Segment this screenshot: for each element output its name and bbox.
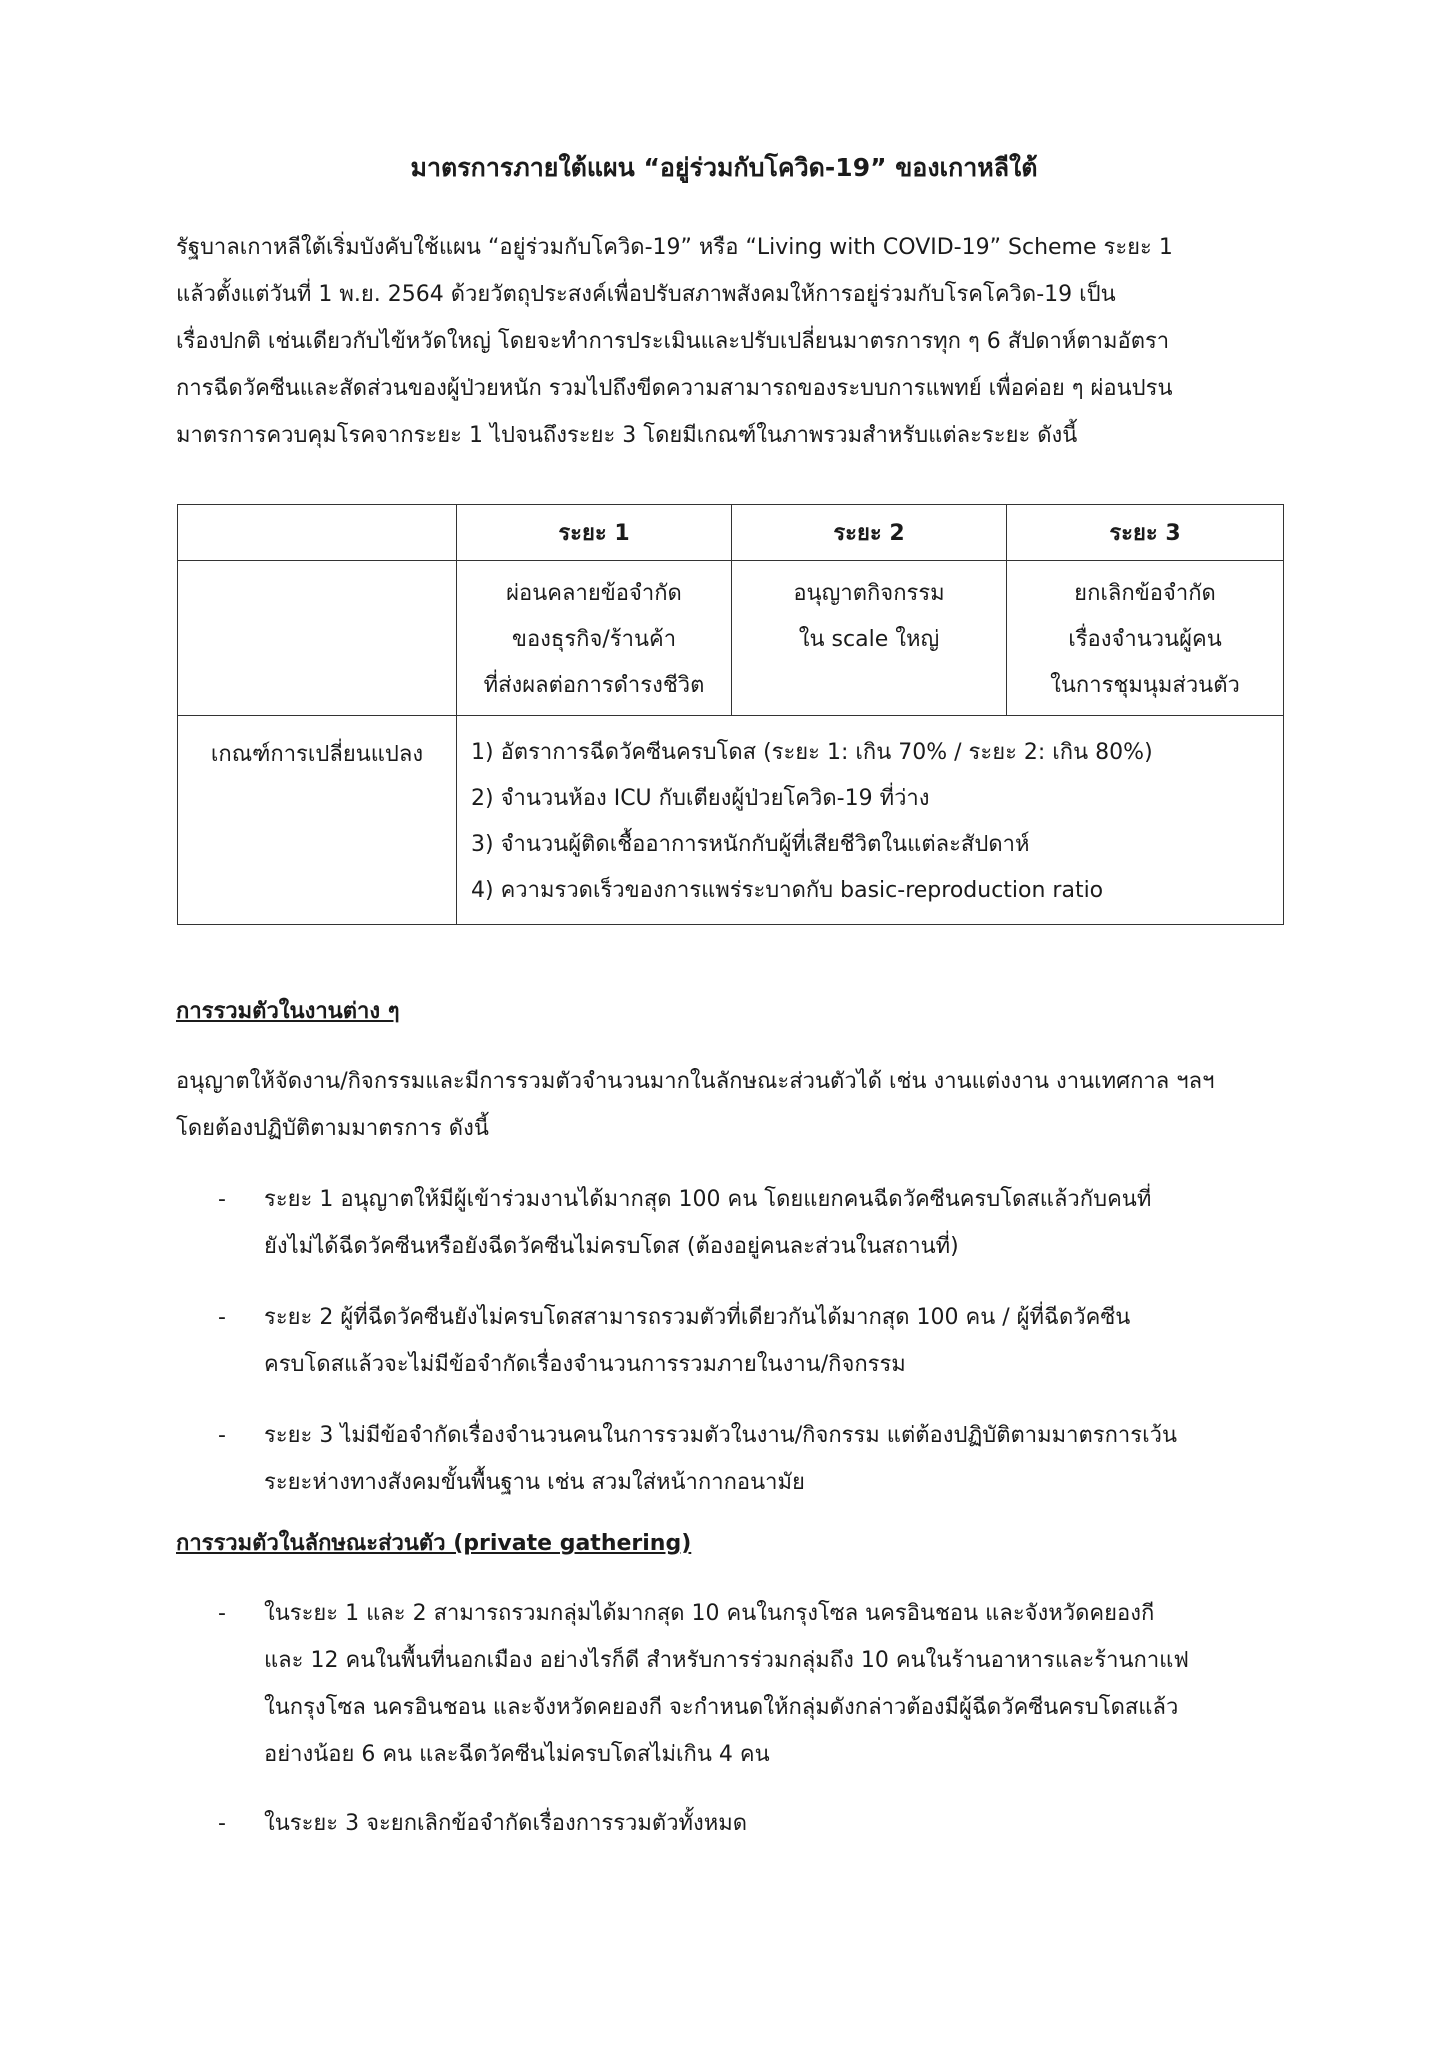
table-header-empty xyxy=(178,505,457,561)
list-item-line: ระยะ 2 ผู้ที่ฉีดวัคซีนยังไม่ครบโดสสามารถรวมตัวที่เดียวกันได้มากสุด 100 คน / ผู้ที่ฉีดวัคซีน xyxy=(264,1305,1131,1330)
phase-1-description xyxy=(457,561,732,716)
intro-line: การฉีดวัคซีนและสัดส่วนของผู้ป่วยหนัก รวมไปถึงขีดความสามารถของระบบการแพทย์ เพื่อค่อย ๆ ผ่อนปรน xyxy=(176,376,1173,401)
paragraph-line: โดยต้องปฏิบัติตามมาตรการ ดังนี้ xyxy=(176,1116,489,1141)
criteria-list xyxy=(457,716,1284,925)
bullet-dash: - xyxy=(218,1601,226,1626)
list-item-line: อย่างน้อย 6 คน และฉีดวัคซีนไม่ครบโดสไม่เกิน 4 คน xyxy=(264,1742,770,1767)
table-header-row xyxy=(178,505,1284,561)
intro-line: มาตรการควบคุมโรคจากระยะ 1 ไปจนถึงระยะ 3 โดยมีเกณฑ์ในภาพรวมสำหรับแต่ละระยะ ดังนี้ xyxy=(176,423,1078,448)
bullet-dash: - xyxy=(218,1423,226,1448)
list-item-line: ระยะห่างทางสังคมขั้นพื้นฐาน เช่น สวมใส่หน้ากากอนามัย xyxy=(264,1470,805,1495)
list-item xyxy=(176,1590,1296,1778)
criteria-label: เกณฑ์การเปลี่ยนแปลง xyxy=(178,716,457,925)
description-line: ของธุรกิจ/ร้านค้า xyxy=(511,627,677,652)
intro-paragraph xyxy=(176,224,1296,459)
list-item-line: ครบโดสแล้วจะไม่มีข้อจำกัดเรื่องจำนวนการรวมภายในงาน/กิจกรรม xyxy=(264,1352,906,1377)
criteria-item: 2) จำนวนห้อง ICU กับเตียงผู้ป่วยโควิด-19 ที่ว่าง xyxy=(471,786,930,811)
list-item-line: ในกรุงโซล นครอินชอน และจังหวัดคยองกี จะกำหนดให้กลุ่มดังกล่าวต้องมีผู้ฉีดวัคซีนครบโดสแล้ว xyxy=(264,1695,1179,1720)
phase-2-description xyxy=(732,561,1007,716)
table-header-phase-2: ระยะ 2 xyxy=(732,505,1007,561)
intro-line: แล้วตั้งแต่วันที่ 1 พ.ย. 2564 ด้วยวัตถุประสงค์เพื่อปรับสภาพสังคมให้การอยู่ร่วมกับโรคโควิด-19 เป็น xyxy=(176,282,1116,307)
table-header-phase-3: ระยะ 3 xyxy=(1007,505,1284,561)
page-title: มาตรการภายใต้แผน “อยู่ร่วมกับโควิด-19” ของเกาหลีใต้ xyxy=(410,153,1038,182)
intro-line: รัฐบาลเกาหลีใต้เริ่มบังคับใช้แผน “อยู่ร่วมกับโควิด-19” หรือ “Living with COVID-19” Scheme ระยะ 1 xyxy=(176,235,1173,260)
description-line: ที่ส่งผลต่อการดำรงชีวิต xyxy=(483,673,705,698)
list-item xyxy=(176,1176,1296,1270)
list-item-line: ในระยะ 1 และ 2 สามารถรวมกลุ่มได้มากสุด 10 คนในกรุงโซล นครอินชอน และจังหวัดคยองกี xyxy=(264,1601,1155,1626)
description-line: ยกเลิกข้อจำกัด xyxy=(1074,581,1216,606)
description-line: ผ่อนคลายข้อจำกัด xyxy=(506,581,682,606)
description-line: อนุญาตกิจกรรม xyxy=(793,581,945,606)
list-item-line: ระยะ 1 อนุญาตให้มีผู้เข้าร่วมงานได้มากสุด 100 คน โดยแยกคนฉีดวัคซีนครบโดสแล้วกับคนที่ xyxy=(264,1187,1152,1212)
bullet-dash: - xyxy=(218,1811,226,1836)
list-item xyxy=(176,1800,1296,1847)
criteria-item: 1) อัตราการฉีดวัคซีนครบโดส (ระยะ 1: เกิน 70% / ระยะ 2: เกิน 80%) xyxy=(471,740,1153,765)
section-heading: การรวมตัวในลักษณะส่วนตัว (private gathering) xyxy=(176,1531,692,1556)
bullet-dash: - xyxy=(218,1187,226,1212)
criteria-item: 4) ความรวดเร็วของการแพร่ระบาดกับ basic-reproduction ratio xyxy=(471,878,1104,903)
section-private-gathering xyxy=(176,1524,1296,1847)
phase-3-description xyxy=(1007,561,1284,716)
table-row-criteria xyxy=(178,716,1284,925)
criteria-item: 3) จำนวนผู้ติดเชื้ออาการหนักกับผู้ที่เสียชีวิตในแต่ละสัปดาห์ xyxy=(471,832,1030,857)
list-item-line: ยังไม่ได้ฉีดวัคซีนหรือยังฉีดวัคซีนไม่ครบโดส (ต้องอยู่คนละส่วนในสถานที่) xyxy=(264,1234,959,1259)
table-header-phase-1: ระยะ 1 xyxy=(457,505,732,561)
section-events xyxy=(176,992,1296,1506)
table-row-descriptions xyxy=(178,561,1284,716)
section-heading: การรวมตัวในงานต่าง ๆ xyxy=(176,999,400,1024)
list-item-line: และ 12 คนในพื้นที่นอกเมือง อย่างไรก็ดี สำหรับการร่วมกลุ่มถึง 10 คนในร้านอาหารและร้านกาแฟ xyxy=(264,1648,1189,1673)
list-item xyxy=(176,1412,1296,1506)
description-line: ในการชุมนุมส่วนตัว xyxy=(1050,673,1240,698)
list-item-line: ในระยะ 3 จะยกเลิกข้อจำกัดเรื่องการรวมตัวทั้งหมด xyxy=(264,1811,748,1836)
description-line: เรื่องจำนวนผู้คน xyxy=(1068,627,1222,652)
table-cell-empty xyxy=(178,561,457,716)
section-paragraph xyxy=(176,1058,1296,1152)
description-line: ใน scale ใหญ่ xyxy=(798,627,940,652)
paragraph-line: อนุญาตให้จัดงาน/กิจกรรมและมีการรวมตัวจำนวนมากในลักษณะส่วนตัวได้ เช่น งานแต่งงาน งานเทศกาล ฯลฯ xyxy=(176,1069,1215,1094)
list-item-line: ระยะ 3 ไม่มีข้อจำกัดเรื่องจำนวนคนในการรวมตัวในงาน/กิจกรรม แต่ต้องปฏิบัติตามมาตรการเว้น xyxy=(264,1423,1177,1448)
bullet-dash: - xyxy=(218,1305,226,1330)
list-item xyxy=(176,1294,1296,1388)
intro-line: เรื่องปกติ เช่นเดียวกับไข้หวัดใหญ่ โดยจะทำการประเมินและปรับเปลี่ยนมาตรการทุก ๆ 6 สัปดาห์ตามอัตรา xyxy=(176,329,1170,354)
phase-criteria-table xyxy=(177,504,1284,925)
